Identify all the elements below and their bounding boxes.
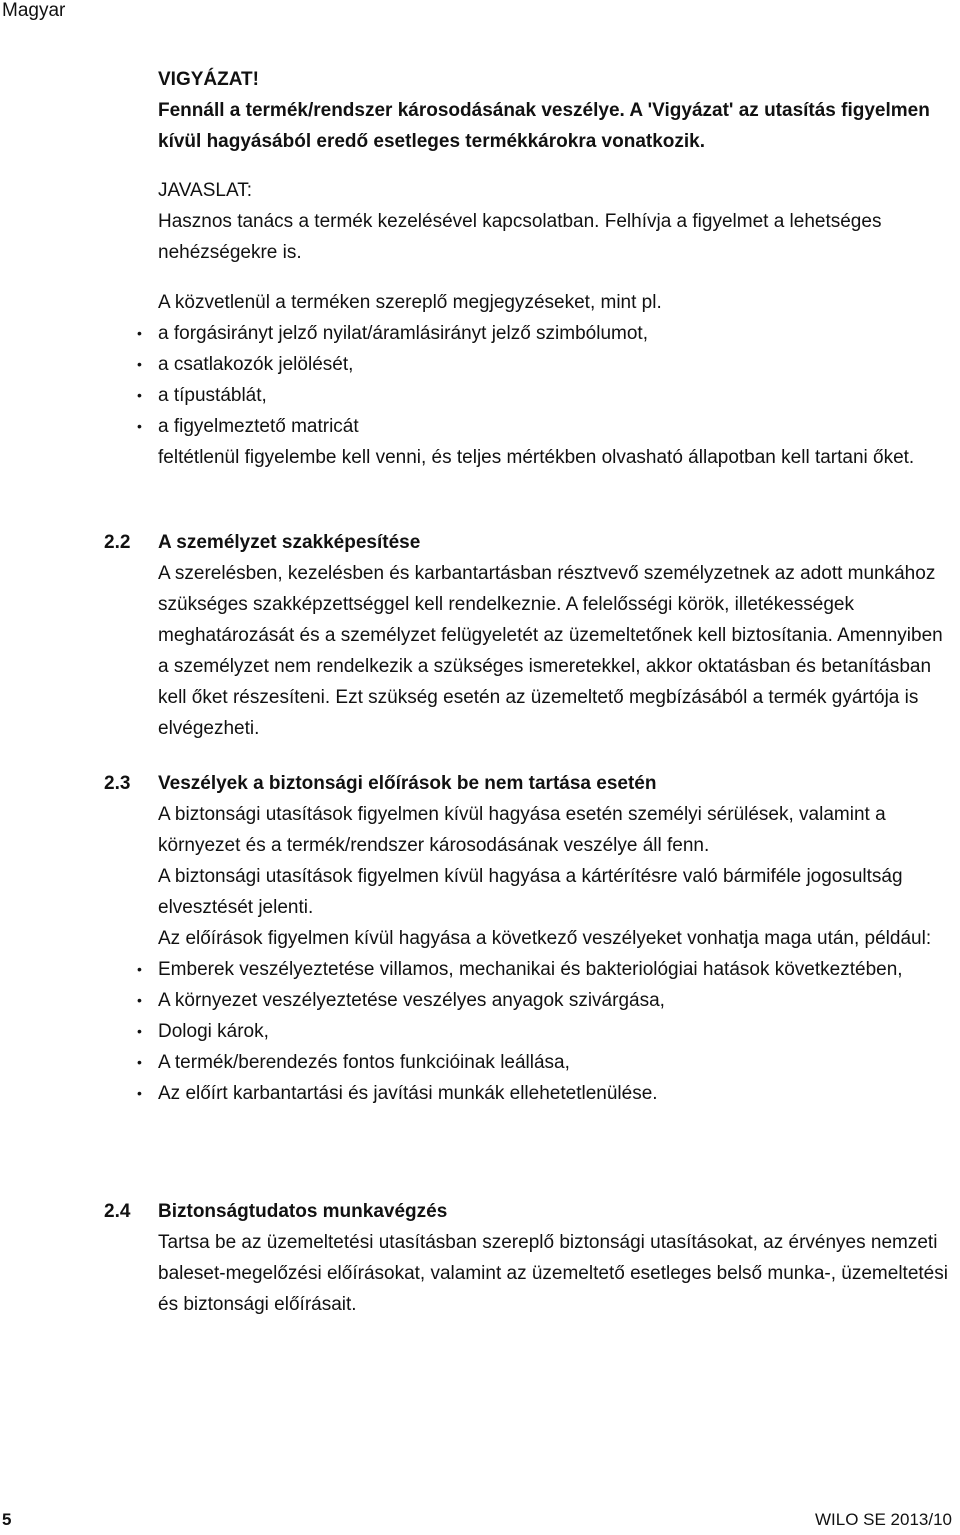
page-number: 5 xyxy=(2,1510,12,1529)
section-2-4 xyxy=(158,1196,958,1320)
list-item xyxy=(137,985,958,1016)
list-item-text: A környezet veszélyeztetése veszélyes anyagok szivárgása, xyxy=(158,990,665,1011)
section-p1-2-3: A biztonsági utasítások figyelmen kívül hagyása esetén személyi sérülések, valamint a környezet és a termék/rendszer károsodásának veszélye áll fenn. xyxy=(158,804,886,856)
notes-outro: feltétlenül figyelembe kell venni, és teljes mértékben olvasható állapotban kell tartani őket. xyxy=(158,447,915,468)
section-title-2-4: Biztonságtudatos munkavégzés xyxy=(158,1201,448,1222)
hazards-list xyxy=(137,954,958,1109)
list-item xyxy=(137,1078,958,1109)
section-2-2 xyxy=(158,527,958,744)
section-p2-2-3: A biztonsági utasítások figyelmen kívül hagyása a kártérítésre való bármiféle jogosultság elvesztését jelenti. xyxy=(158,866,903,918)
list-item-text: a forgásirányt jelző nyilat/áramlásirányt jelző szimbólumot, xyxy=(158,323,648,344)
bullet-icon: • xyxy=(137,387,142,403)
list-item-text: Az előírt karbantartási és javítási munkák ellehetetlenülése. xyxy=(158,1083,658,1104)
section-p3-2-3: Az előírások figyelmen kívül hagyása a következő veszélyeket vonhatja maga után, például: xyxy=(158,928,932,949)
notes-intro: A közvetlenül a terméken szereplő megjegyzéseket, mint pl. xyxy=(158,292,662,313)
list-item xyxy=(137,954,958,985)
bullet-icon: • xyxy=(137,325,142,341)
list-item-text: a figyelmeztető matricát xyxy=(158,416,359,437)
warning-block xyxy=(158,64,958,157)
tip-text: Hasznos tanács a termék kezelésével kapcsolatban. Felhívja a figyelmet a lehetséges nehézségekre is. xyxy=(158,211,882,263)
tip-block xyxy=(158,175,958,268)
list-item-text: Dologi károk, xyxy=(158,1021,269,1042)
notes-list xyxy=(137,318,958,442)
notes-block xyxy=(137,287,958,473)
section-text-2-2: A szerelésben, kezelésben és karbantartásban résztvevő személyzetnek az adott munkához szükséges szakképzettséggel kell rendelkeznie. A felelősségi körök, illetékességek meghatározását és a személyzet felügyeletét az üzemeltetőnek kell biztosítania. Amennyiben a személyzet nem rendelkezik a szükséges ismeretekkel, akkor oktatásban és betanításban kell őket részesíteni. Ezt szükség esetén az üzemeltető megbízásából a termék gyártója is elvégezheti. xyxy=(158,563,943,739)
section-title-2-2: A személyzet szakképesítése xyxy=(158,532,421,553)
bullet-icon: • xyxy=(137,356,142,372)
list-item xyxy=(137,318,958,349)
tip-title: JAVASLAT: xyxy=(158,180,252,201)
bullet-icon: • xyxy=(137,418,142,434)
header-language: Magyar xyxy=(2,0,66,21)
list-item xyxy=(137,1047,958,1078)
section-2-3 xyxy=(137,768,958,1109)
list-item xyxy=(137,1016,958,1047)
section-number-2-2: 2.2 xyxy=(104,532,131,553)
section-number-2-3: 2.3 xyxy=(104,773,131,794)
bullet-icon: • xyxy=(137,992,142,1008)
bullet-icon: • xyxy=(137,961,142,977)
list-item xyxy=(137,411,958,442)
warning-text: Fennáll a termék/rendszer károsodásának veszélye. A 'Vigyázat' az utasítás figyelmen kívül hagyásából eredő esetleges termékkárokra vonatkozik. xyxy=(158,100,930,152)
list-item-text: A termék/berendezés fontos funkcióinak leállása, xyxy=(158,1052,570,1073)
list-item xyxy=(137,380,958,411)
section-text-2-4: Tartsa be az üzemeltetési utasításban szereplő biztonsági utasításokat, az érvényes nemzeti baleset-megelőzési előírásokat, valamint az üzemeltető esetleges belső munka-, üzemeltetési és biztonsági előírásait. xyxy=(158,1232,948,1315)
warning-title: VIGYÁZAT! xyxy=(158,69,259,90)
list-item-text: a típustáblát, xyxy=(158,385,267,406)
list-item-text: a csatlakozók jelölését, xyxy=(158,354,354,375)
list-item xyxy=(137,349,958,380)
bullet-icon: • xyxy=(137,1054,142,1070)
list-item-text: Emberek veszélyeztetése villamos, mechanikai és bakteriológiai hatások következtében, xyxy=(158,959,903,980)
section-number-2-4: 2.4 xyxy=(104,1201,131,1222)
section-title-2-3: Veszélyek a biztonsági előírások be nem tartása esetén xyxy=(158,773,657,794)
footer-publisher: WILO SE 2013/10 xyxy=(814,1510,952,1529)
bullet-icon: • xyxy=(137,1023,142,1039)
bullet-icon: • xyxy=(137,1085,142,1101)
